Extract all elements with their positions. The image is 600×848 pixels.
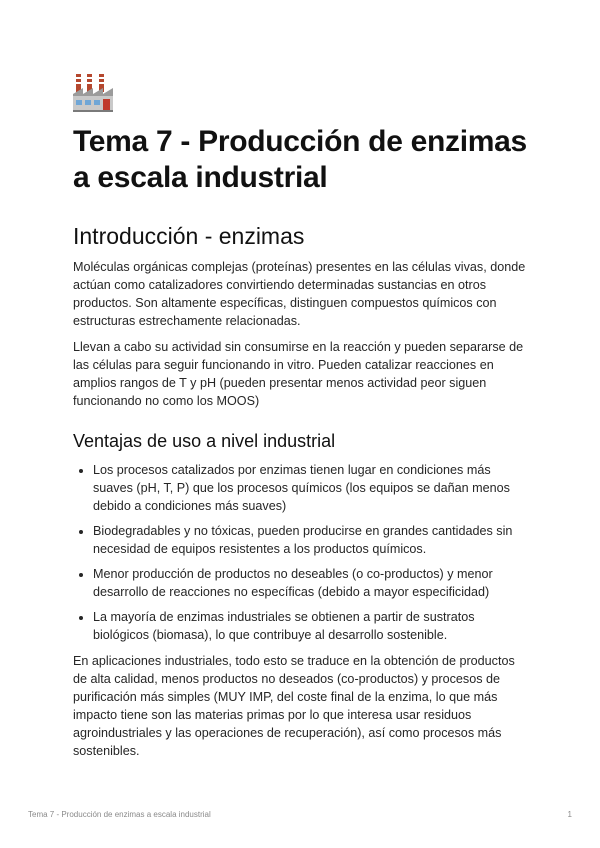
page-title: Tema 7 - Producción de enzimas a escala industrial bbox=[73, 125, 527, 194]
document-page bbox=[73, 72, 527, 768]
list-item: • Los procesos catalizados por enzimas tienen lugar en condiciones más suaves (pH, T, P) que los procesos químicos (los equipos se dañan menos debido a condiciones más suaves) bbox=[93, 461, 527, 515]
page-number: 1 bbox=[567, 810, 572, 819]
list-item: • Menor producción de productos no deseables (o co-productos) y menor desarrollo de reacciones no específicas (debido a mayor especificidad) bbox=[93, 565, 527, 601]
section-heading-advantages: Ventajas de uso a nivel industrial bbox=[73, 431, 336, 451]
section-heading-intro: Introducción - enzimas bbox=[73, 223, 305, 249]
advantages-list bbox=[73, 461, 527, 644]
intro-paragraph: Moléculas orgánicas complejas (proteínas) presentes en las células vivas, donde actúan como catalizadores convirtiendo determinadas sustancias en otros productos. Son altamente específicas, distinguen compuestos químicos con estructuras estrechamente relacionadas. bbox=[73, 260, 526, 328]
list-item: • La mayoría de enzimas industriales se obtienen a partir de sustratos biológicos (biomasa), lo que contribuye al desarrollo sostenible. bbox=[93, 608, 527, 644]
factory-icon bbox=[73, 72, 113, 112]
list-item: • Biodegradables y no tóxicas, pueden producirse en grandes cantidades sin necesidad de equipos resistentes a los productos químicos. bbox=[93, 522, 527, 558]
intro-paragraph: Llevan a cabo su actividad sin consumirse en la reacción y pueden separarse de las células para seguir funcionando in vitro. Pueden catalizar reacciones en amplios rangos de T y pH (pueden presentar menos actividad peor siguen funcionando no como los MOOS) bbox=[73, 340, 524, 408]
page-footer bbox=[28, 810, 572, 819]
closing-paragraph: En aplicaciones industriales, todo esto se traduce en la obtención de productos de alta calidad, menos productos no deseados (co-productos) y procesos de purificación más simples (MUY IMP, del coste final de la enzima, lo que más impacto tiene son las materias primas por lo que interesa usar residuos agroindustriales y las operaciones de recuperación), así como procesos más sostenibles. bbox=[73, 654, 515, 758]
footer-title: Tema 7 - Producción de enzimas a escala industrial bbox=[28, 810, 211, 819]
